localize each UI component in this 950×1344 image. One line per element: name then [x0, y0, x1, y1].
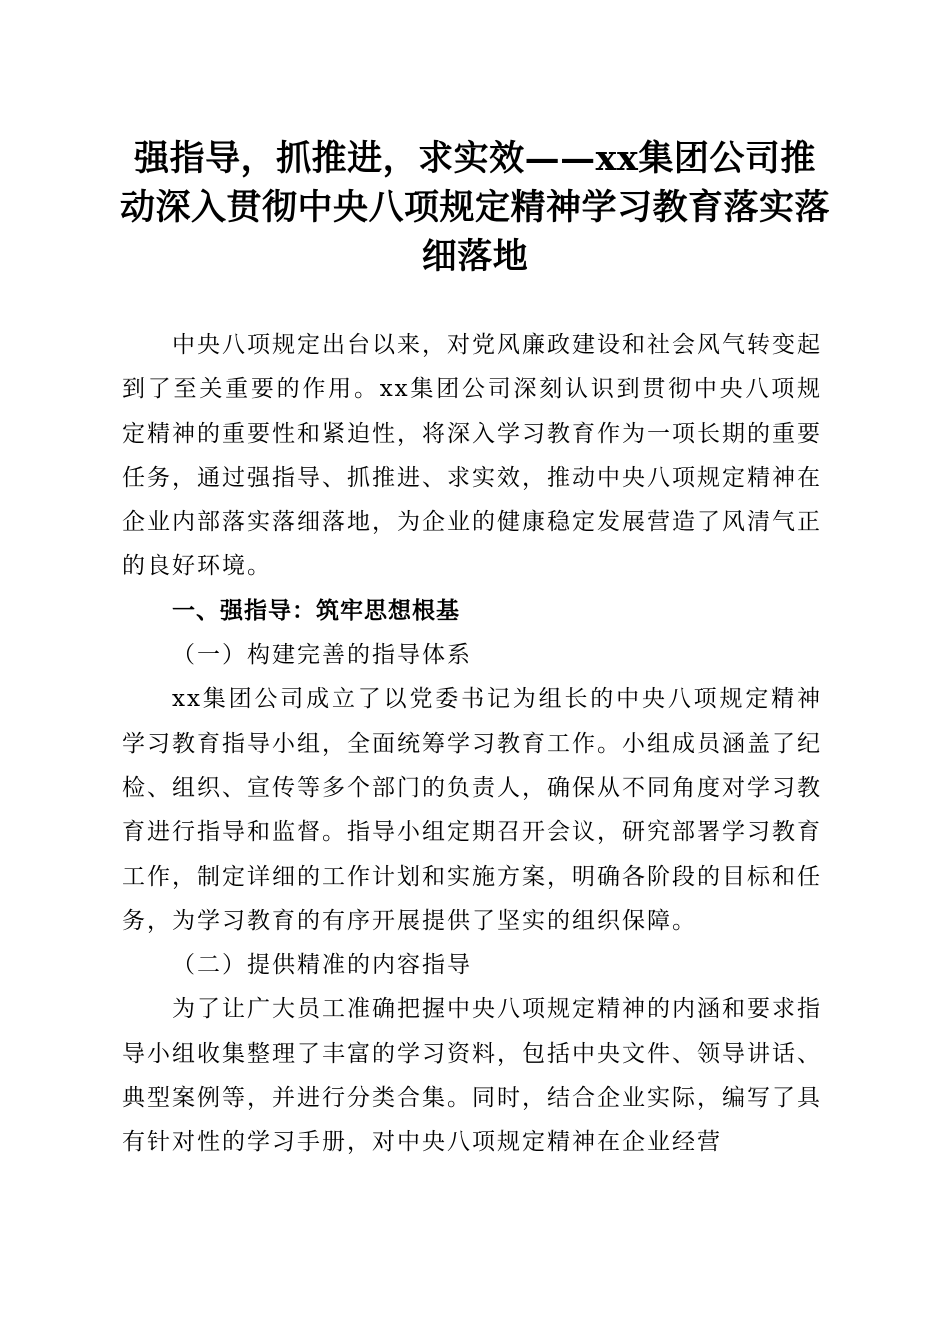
subsection-2-paragraph: 为了让广大员工准确把握中央八项规定精神的内涵和要求指导小组收集整理了丰富的学习资料，包括中央文件、领导讲话、典型案例等，并进行分类合集。同时，结合企业实际，编写了具有针对性的学习手册，对中央八项规定精神在企业经营: [122, 996, 822, 1156]
subsection-2-heading: （二）提供精准的内容指导: [172, 952, 472, 979]
subsection-1-heading: （一）构建完善的指导体系: [172, 642, 472, 669]
intro-paragraph: 中央八项规定出台以来，对党风廉政建设和社会风气转变起到了至关重要的作用。xx集团公司深刻认识到贯彻中央八项规定精神的重要性和紧迫性，将深入学习教育作为一项长期的重要任务，通过强指导、抓推进、求实效，推动中央八项规定精神在企业内部落实落细落地，为企业的健康稳定发展营造了风清气正的良好环境。: [122, 332, 822, 580]
section-1-heading: 一、强指导：筑牢思想根基: [172, 597, 460, 624]
document-title: 强指导，抓推进，求实效——xx集团公司推动深入贯彻中央八项规定精神学习教育落实落细落地: [119, 138, 830, 277]
subsection-1-paragraph: xx集团公司成立了以党委书记为组长的中央八项规定精神学习教育指导小组，全面统筹学习教育工作。小组成员涵盖了纪检、组织、宣传等多个部门的负责人，确保从不同角度对学习教育进行指导和监督。指导小组定期召开会议，研究部署学习教育工作，制定详细的工作计划和实施方案，明确各阶段的目标和任务，为学习教育的有序开展提供了坚实的组织保障。: [122, 686, 822, 934]
document-body: [122, 323, 822, 1165]
